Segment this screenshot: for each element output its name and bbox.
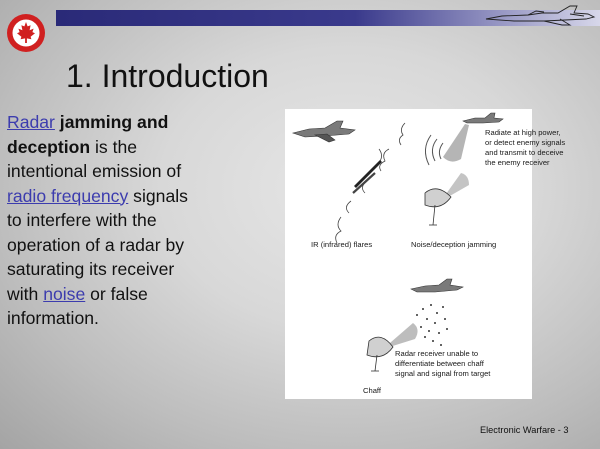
- jet-ir-icon: [293, 121, 355, 142]
- electronic-warfare-diagram: [285, 109, 566, 399]
- radio-frequency-link[interactable]: radio frequency: [7, 185, 129, 206]
- caption-radiate-line-1: Radiate at high power,: [485, 128, 561, 137]
- jet-jammer-icon: [463, 113, 503, 123]
- caption-radiate-line-3: and transmit to deceive: [485, 148, 564, 157]
- caption-radiate-line-2: or detect enemy signals: [485, 138, 566, 147]
- caption-receiver-line-2: differentiate between chaff: [395, 359, 484, 368]
- bold-phrase: jamming and deception: [7, 112, 169, 157]
- chaff-radar-dish-icon: [367, 337, 393, 371]
- caption-receiver-line-1: Radar receiver unable to: [395, 349, 479, 358]
- body-segment-1: is the intentional emission of: [7, 136, 182, 181]
- chaff-cloud-icon: [416, 304, 448, 346]
- slide-body-text: [7, 110, 195, 331]
- caption-ir-flares: IR (infrared) flares: [311, 240, 373, 249]
- jet-chaff-icon: [411, 279, 463, 292]
- noise-waves-icon: [425, 135, 443, 165]
- ir-flares-icon: [336, 123, 405, 243]
- caption-radiate-line-4: the enemy receiver: [485, 158, 550, 167]
- radar-link[interactable]: Radar: [7, 112, 55, 132]
- caption-noise-jamming: Noise/deception jamming: [411, 240, 497, 249]
- noise-link[interactable]: noise: [43, 283, 86, 304]
- slide-footer: Electronic Warfare - 3: [480, 425, 569, 435]
- jammer-beam-icon: [443, 124, 469, 162]
- missile-icon: [354, 160, 382, 188]
- caption-receiver-line-3: signal and signal from target: [395, 369, 491, 378]
- slide-title: 1. Introduction: [66, 58, 269, 94]
- radar-dish-icon: [425, 189, 451, 225]
- fighter-jet-outline-icon: [484, 0, 596, 26]
- rcaf-roundel-icon: [6, 13, 46, 53]
- body-segment-2: signals to interfere with the operation of a radar by saturating its receiver with: [7, 185, 188, 304]
- caption-chaff: Chaff: [363, 386, 382, 395]
- body-segment-3: or false information.: [7, 283, 148, 328]
